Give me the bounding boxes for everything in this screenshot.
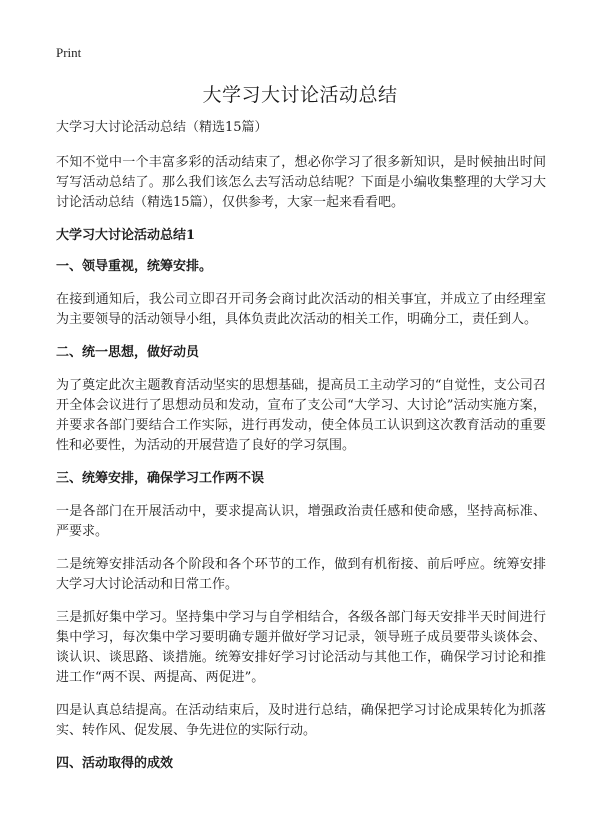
document-subtitle: 大学习大讨论活动总结（精选15篇） bbox=[56, 120, 268, 135]
print-link[interactable]: Print bbox=[56, 45, 82, 60]
paragraph-4: 二是统筹安排活动各个阶段和各个环节的工作，做到有机衔接、前后呼应。统筹安排大学习大讨论活动和日常工作。 bbox=[56, 557, 546, 592]
heading-1: 一、领导重视，统筹安排。 bbox=[56, 259, 213, 274]
intro-paragraph: 不知不觉中一个丰富多彩的活动结束了，想必你学习了很多新知识，是时候抽出时间写写活动总结了。那么我们该怎么去写活动总结呢？下面是小编收集整理的大学习大讨论活动总结（精选15篇），仅供参考，大家一起来看看吧。 bbox=[56, 155, 546, 210]
paragraph-2: 为了奠定此次主题教育活动坚实的思想基础，提高员工主动学习的“自觉性，支公司召开全体会议进行了思想动员和发动，宣布了支公司“大学习、大讨论”活动实施方案，并要求各部门要结合工作实际，进行再发动，使全体员工认识到这次教育活动的重要性和必要性，为活动的开展营造了良好的学习氛围。 bbox=[56, 378, 546, 453]
paragraph-1: 在接到通知后，我公司立即召开司务会商讨此次活动的相关事宜，并成立了由经理室为主要领导的活动领导小组，具体负责此次活动的相关工作，明确分工，责任到人。 bbox=[56, 292, 546, 327]
heading-4: 四、活动取得的成效 bbox=[56, 756, 174, 771]
document-title: 大学习大讨论活动总结 bbox=[202, 84, 398, 106]
paragraph-5: 三是抓好集中学习。坚持集中学习与自学相结合，各级各部门每天安排半天时间进行集中学习，每次集中学习要明确专题并做好学习记录，领导班子成员要带头谈体会、谈认识、谈思路、谈措施。统筹安排好学习讨论活动与其他工作，确保学习讨论和推进工作“两不误、两提高、两促进”。 bbox=[56, 610, 546, 685]
document-body bbox=[56, 118, 546, 787]
heading-2: 二、统一思想，做好动员 bbox=[56, 345, 200, 360]
paragraph-6: 四是认真总结提高。在活动结束后，及时进行总结，确保把学习讨论成果转化为抓落实、转作风、促发展、争先进位的实际行动。 bbox=[56, 703, 546, 738]
heading-3: 三、统筹安排，确保学习工作两不误 bbox=[56, 471, 265, 486]
paragraph-3: 一是各部门在开展活动中，要求提高认识，增强政治责任感和使命感，坚持高标准、严要求。 bbox=[56, 504, 546, 539]
section-title: 大学习大讨论活动总结1 bbox=[56, 228, 196, 243]
